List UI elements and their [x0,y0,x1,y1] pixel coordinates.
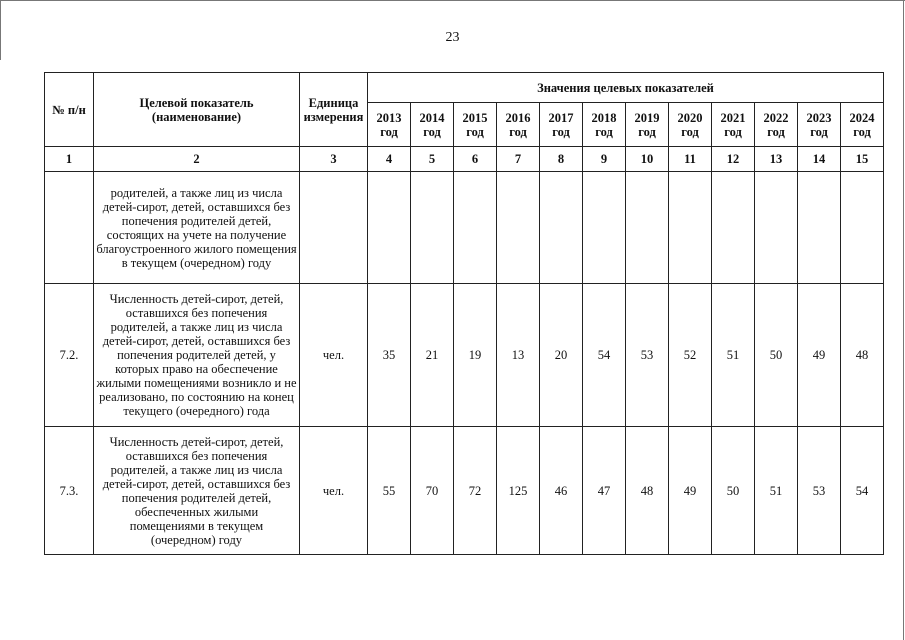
header-year-value: 2022 [763,110,789,125]
column-number: 13 [755,147,798,172]
header-unit: Единица измерения [300,73,368,147]
header-year-value: 2021 [720,110,746,125]
column-number: 4 [368,147,411,172]
header-year-value: 2024 [849,110,875,125]
header-year [626,103,669,147]
header-year-sub: год [595,124,613,139]
value-cell: 48 [626,427,669,555]
value-cell: 50 [755,284,798,427]
value-cell: 49 [798,284,841,427]
header-year-sub: год [724,124,742,139]
value-cell: 72 [454,427,497,555]
column-number: 8 [540,147,583,172]
header-year-value: 2020 [677,110,703,125]
value-cell: 48 [841,284,884,427]
value-cell: 51 [712,284,755,427]
column-number: 9 [583,147,626,172]
value-cell [712,172,755,284]
header-year-sub: год [552,124,570,139]
value-cell: 52 [669,284,712,427]
header-year-value: 2014 [419,110,445,125]
column-number: 15 [841,147,884,172]
column-number: 10 [626,147,669,172]
header-year-sub: год [466,124,484,139]
header-year [841,103,884,147]
column-number: 5 [411,147,454,172]
header-year-value: 2013 [376,110,402,125]
indicator-name: родителей, а также лиц из числа детей-сирот, детей, оставшихся без попечения родителей детей, состоящих на учете на получение благоустроенного жилого помещения в текущем (очередном) году [94,172,300,284]
page-number: 23 [445,30,460,45]
value-cell: 51 [755,427,798,555]
column-number: 7 [497,147,540,172]
scan-edge-top [0,0,905,1]
header-year [368,103,411,147]
header-year-sub: год [380,124,398,139]
value-cell: 35 [368,284,411,427]
value-cell: 47 [583,427,626,555]
header-year [755,103,798,147]
header-year [798,103,841,147]
value-cell: 125 [497,427,540,555]
value-cell [540,172,583,284]
value-cell: 54 [583,284,626,427]
unit-cell [300,172,368,284]
header-year [454,103,497,147]
header-year-sub: год [423,124,441,139]
indicator-name: Численность детей-сирот, детей, оставшихся без попечения родителей, а также лиц из числа детей-сирот, детей, оставшихся без попечения родителей детей, у которых право на обеспечение жилыми помещениями возникло и не реализовано, по состоянию на конец текущего (очередного) года [94,284,300,427]
header-year [712,103,755,147]
header-year [669,103,712,147]
header-year [497,103,540,147]
header-indicator: Целевой показатель (наименование) [94,73,300,147]
row-number: 7.3. [45,427,94,555]
header-values-title: Значения целевых показателей [368,73,884,103]
row-number [45,172,94,284]
header-year [583,103,626,147]
value-cell [755,172,798,284]
header-year [540,103,583,147]
value-cell [583,172,626,284]
unit-cell: чел. [300,427,368,555]
header-year [411,103,454,147]
header-year-value: 2016 [505,110,531,125]
value-cell: 20 [540,284,583,427]
value-cell: 13 [497,284,540,427]
column-number: 3 [300,147,368,172]
header-year-sub: год [681,124,699,139]
value-cell [411,172,454,284]
header-year-value: 2023 [806,110,832,125]
value-cell: 50 [712,427,755,555]
header-year-value: 2019 [634,110,660,125]
header-year-sub: год [810,124,828,139]
column-number: 11 [669,147,712,172]
header-year-sub: год [509,124,527,139]
column-number: 14 [798,147,841,172]
value-cell: 53 [798,427,841,555]
column-number: 2 [94,147,300,172]
value-cell [669,172,712,284]
column-number: 12 [712,147,755,172]
value-cell [368,172,411,284]
table-row [45,284,884,427]
value-cell [626,172,669,284]
header-year-value: 2017 [548,110,574,125]
header-year-sub: год [853,124,871,139]
value-cell: 21 [411,284,454,427]
header-year-sub: год [638,124,656,139]
column-numbers-row [45,147,884,172]
value-cell: 70 [411,427,454,555]
value-cell [454,172,497,284]
indicator-name: Численность детей-сирот, детей, оставшихся без попечения родителей, а также лиц из числа детей-сирот, детей, оставшихся без попечения родителей детей, обеспеченных жилыми помещениями в текущем (очередном) году [94,427,300,555]
value-cell [497,172,540,284]
value-cell [841,172,884,284]
value-cell: 54 [841,427,884,555]
row-number: 7.2. [45,284,94,427]
scan-edge-right [903,0,904,640]
column-number: 1 [45,147,94,172]
indicator-table [44,72,884,555]
value-cell: 49 [669,427,712,555]
unit-cell: чел. [300,284,368,427]
value-cell: 19 [454,284,497,427]
value-cell: 46 [540,427,583,555]
header-year-sub: год [767,124,785,139]
header-year-value: 2018 [591,110,617,125]
value-cell: 53 [626,284,669,427]
table-row [45,427,884,555]
column-number: 6 [454,147,497,172]
header-num: № п/н [45,73,94,147]
value-cell: 55 [368,427,411,555]
header-year-value: 2015 [462,110,488,125]
table-row [45,172,884,284]
value-cell [798,172,841,284]
